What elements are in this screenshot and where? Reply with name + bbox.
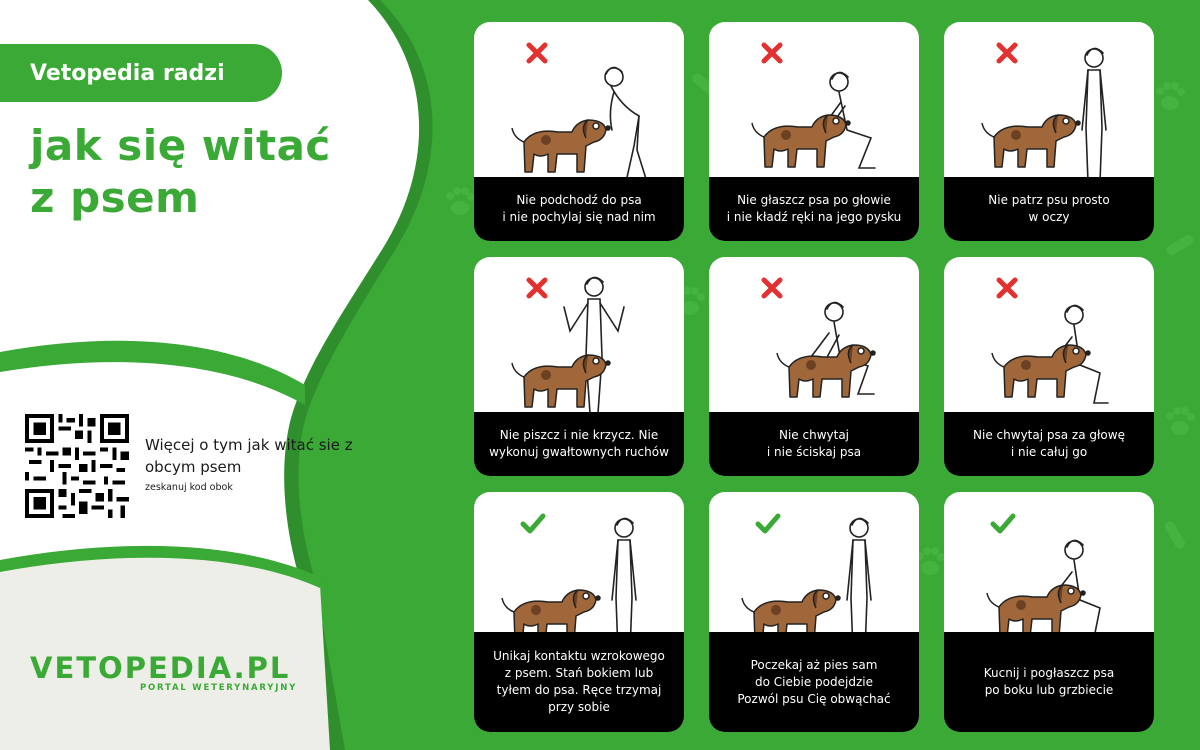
check-icon bbox=[755, 510, 781, 536]
advice-caption: Nie głaszcz psa po głowie i nie kładź ręki na jego pysku bbox=[709, 177, 919, 241]
advice-caption: Nie piszcz i nie krzycz. Nie wykonuj gwałtownych ruchów bbox=[474, 412, 684, 476]
illustration bbox=[474, 22, 684, 177]
illustration bbox=[944, 492, 1154, 632]
advice-caption: Poczekaj aż pies sam do Ciebie podejdzie Pozwól psu Cię obwąchać bbox=[709, 632, 919, 732]
illustration bbox=[474, 492, 684, 632]
page-title bbox=[30, 120, 390, 224]
advice-card bbox=[474, 257, 684, 476]
advice-card bbox=[709, 22, 919, 241]
advice-card bbox=[474, 492, 684, 732]
illustration bbox=[709, 257, 919, 412]
illustration bbox=[944, 257, 1154, 412]
advice-caption: Nie chwytaj psa za głowę i nie całuj go bbox=[944, 412, 1154, 476]
illustration bbox=[944, 22, 1154, 177]
advice-card bbox=[944, 492, 1154, 732]
advice-caption: Kucnij i pogłaszcz psa po boku lub grzbiecie bbox=[944, 632, 1154, 732]
advice-caption: Unikaj kontaktu wzrokowego z psem. Stań bokiem lub tyłem do psa. Ręce trzymaj przy sobie bbox=[474, 632, 684, 732]
cross-icon bbox=[994, 275, 1020, 301]
advice-caption: Nie podchodź do psa i nie pochylaj się nad nim bbox=[474, 177, 684, 241]
scan-hint: zeskanuj kod obok bbox=[145, 482, 233, 493]
advice-card bbox=[944, 257, 1154, 476]
advice-card bbox=[944, 22, 1154, 241]
illustration bbox=[474, 257, 684, 412]
qr-code-icon[interactable] bbox=[25, 414, 129, 518]
logo: VETOPEDIA.PL bbox=[30, 651, 291, 685]
check-icon bbox=[520, 510, 546, 536]
cross-icon bbox=[994, 40, 1020, 66]
advice-card bbox=[709, 257, 919, 476]
more-info-text: Więcej o tym jak witać sie z obcym psem bbox=[145, 436, 353, 476]
page-title-text: jak się witać z psem bbox=[30, 121, 331, 222]
illustration bbox=[709, 22, 919, 177]
advice-card bbox=[474, 22, 684, 241]
cross-icon bbox=[524, 275, 550, 301]
advice-caption: Nie patrz psu prosto w oczy bbox=[944, 177, 1154, 241]
advice-card bbox=[709, 492, 919, 732]
brand-badge: Vetopedia radzi bbox=[0, 44, 282, 102]
logo-tagline: PORTAL WETERYNARYJNY bbox=[140, 683, 298, 693]
illustration bbox=[709, 492, 919, 632]
advice-caption: Nie chwytaj i nie ściskaj psa bbox=[709, 412, 919, 476]
check-icon bbox=[990, 510, 1016, 536]
cross-icon bbox=[524, 40, 550, 66]
cross-icon bbox=[759, 40, 785, 66]
cross-icon bbox=[759, 275, 785, 301]
